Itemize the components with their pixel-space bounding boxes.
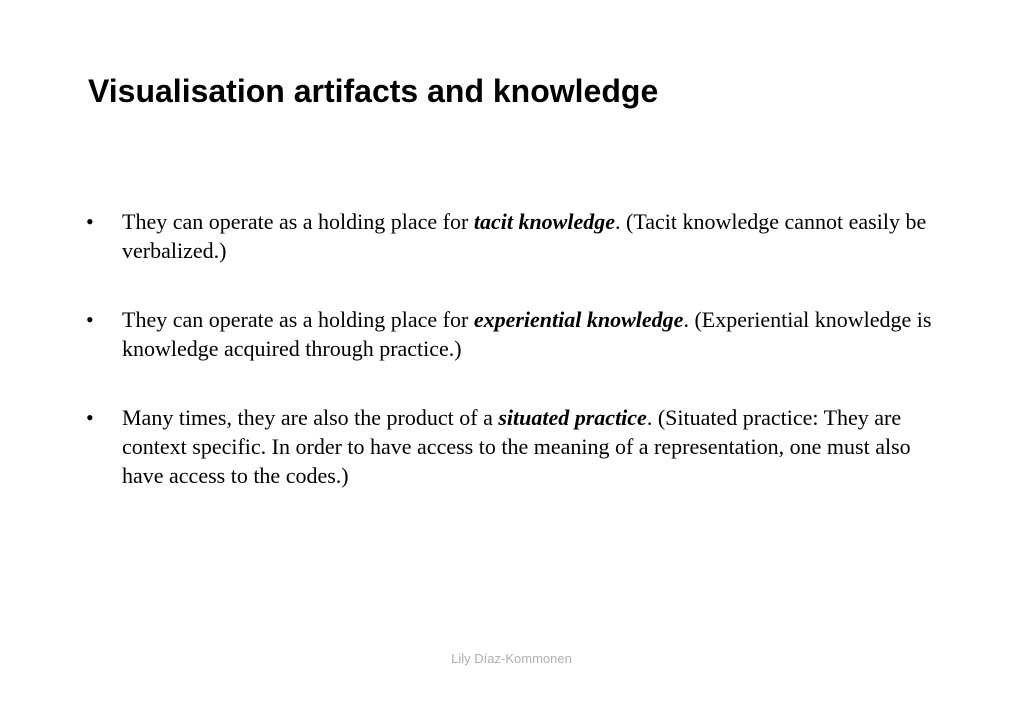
bullet-text-before: They can operate as a holding place for <box>122 307 474 332</box>
bullet-marker: • <box>86 209 94 234</box>
bullet-list <box>86 207 946 490</box>
bullet-text-before: They can operate as a holding place for <box>122 209 474 234</box>
bullet-item-tacit-knowledge <box>86 207 946 265</box>
bullet-emphasis-term: situated practice <box>498 405 647 430</box>
bullet-marker: • <box>86 307 94 332</box>
bullet-emphasis-term: tacit knowledge <box>473 209 615 234</box>
bullet-text-before: Many times, they are also the product of a <box>122 405 499 430</box>
bullet-text-after: . (Experiential knowledge is knowledge acquired through practice.) <box>122 307 932 361</box>
bullet-marker: • <box>86 405 94 430</box>
footer-author: Lily Díaz-Kommonen <box>451 651 572 666</box>
bullet-item-situated-practice <box>86 403 946 490</box>
bullet-item-experiential-knowledge <box>86 305 946 363</box>
bullet-text-after: . (Situated practice: They are context specific. In order to have access to the meaning of a representation, one must also have access to the codes.) <box>122 405 911 488</box>
bullet-text-after: . (Tacit knowledge cannot easily be verbalized.) <box>122 209 927 263</box>
slide-title: Visualisation artifacts and knowledge <box>88 73 659 109</box>
bullet-emphasis-term: experiential knowledge <box>473 307 684 332</box>
